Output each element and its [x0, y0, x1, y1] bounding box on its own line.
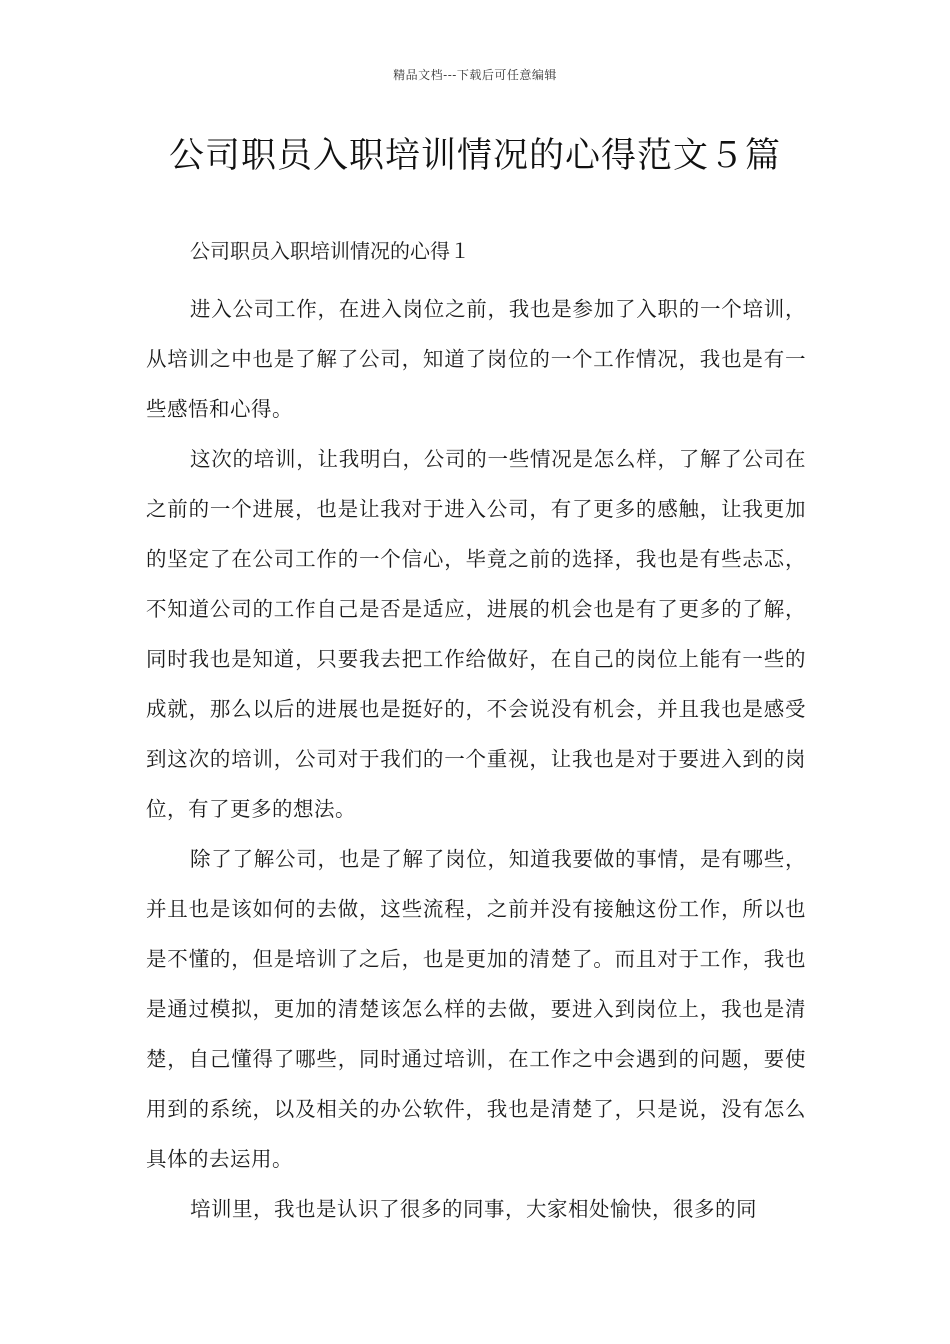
- document-body: [146, 234, 806, 1234]
- document-title: 公司职员入职培训情况的心得范文５篇: [168, 136, 781, 176]
- header-note: 精品文档---下载后可任意编辑: [393, 68, 557, 82]
- paragraph-4: 培训里，我也是认识了很多的同事，大家相处愉快，很多的同: [190, 1197, 757, 1221]
- paragraph-2: 这次的培训，让我明白，公司的一些情况是怎么样，了解了公司在之前的一个进展，也是让我对于进入公司，有了更多的感触，让我更加的坚定了在公司工作的一个信心，毕竟之前的选择，我也是有些忐忑，不知道公司的工作自己是否是适应，进展的机会也是有了更多的了解，同时我也是知道，只要我去把工作给做好，在自己的岗位上能有一些的成就，那么以后的进展也是挺好的，不会说没有机会，并且我也是感受到这次的培训，公司对于我们的一个重视，让我也是对于要进入到的岗位，有了更多的想法。: [146, 447, 806, 821]
- paragraph-3: 除了了解公司，也是了解了岗位，知道我要做的事情，是有哪些，并且也是该如何的去做，这些流程，之前并没有接触这份工作，所以也是不懂的，但是培训了之后，也是更加的清楚了。而且对于工作，我也是通过模拟，更加的清楚该怎么样的去做，要进入到岗位上，我也是清楚，自己懂得了哪些，同时通过培训，在工作之中会遇到的问题，要使用到的系统，以及相关的办公软件，我也是清楚了，只是说，没有怎么具体的去运用。: [146, 847, 806, 1171]
- section-heading: 公司职员入职培训情况的心得１: [190, 239, 470, 263]
- paragraph-1: 进入公司工作，在进入岗位之前，我也是参加了入职的一个培训，从培训之中也是了解了公司，知道了岗位的一个工作情况，我也是有一些感悟和心得。: [146, 297, 806, 421]
